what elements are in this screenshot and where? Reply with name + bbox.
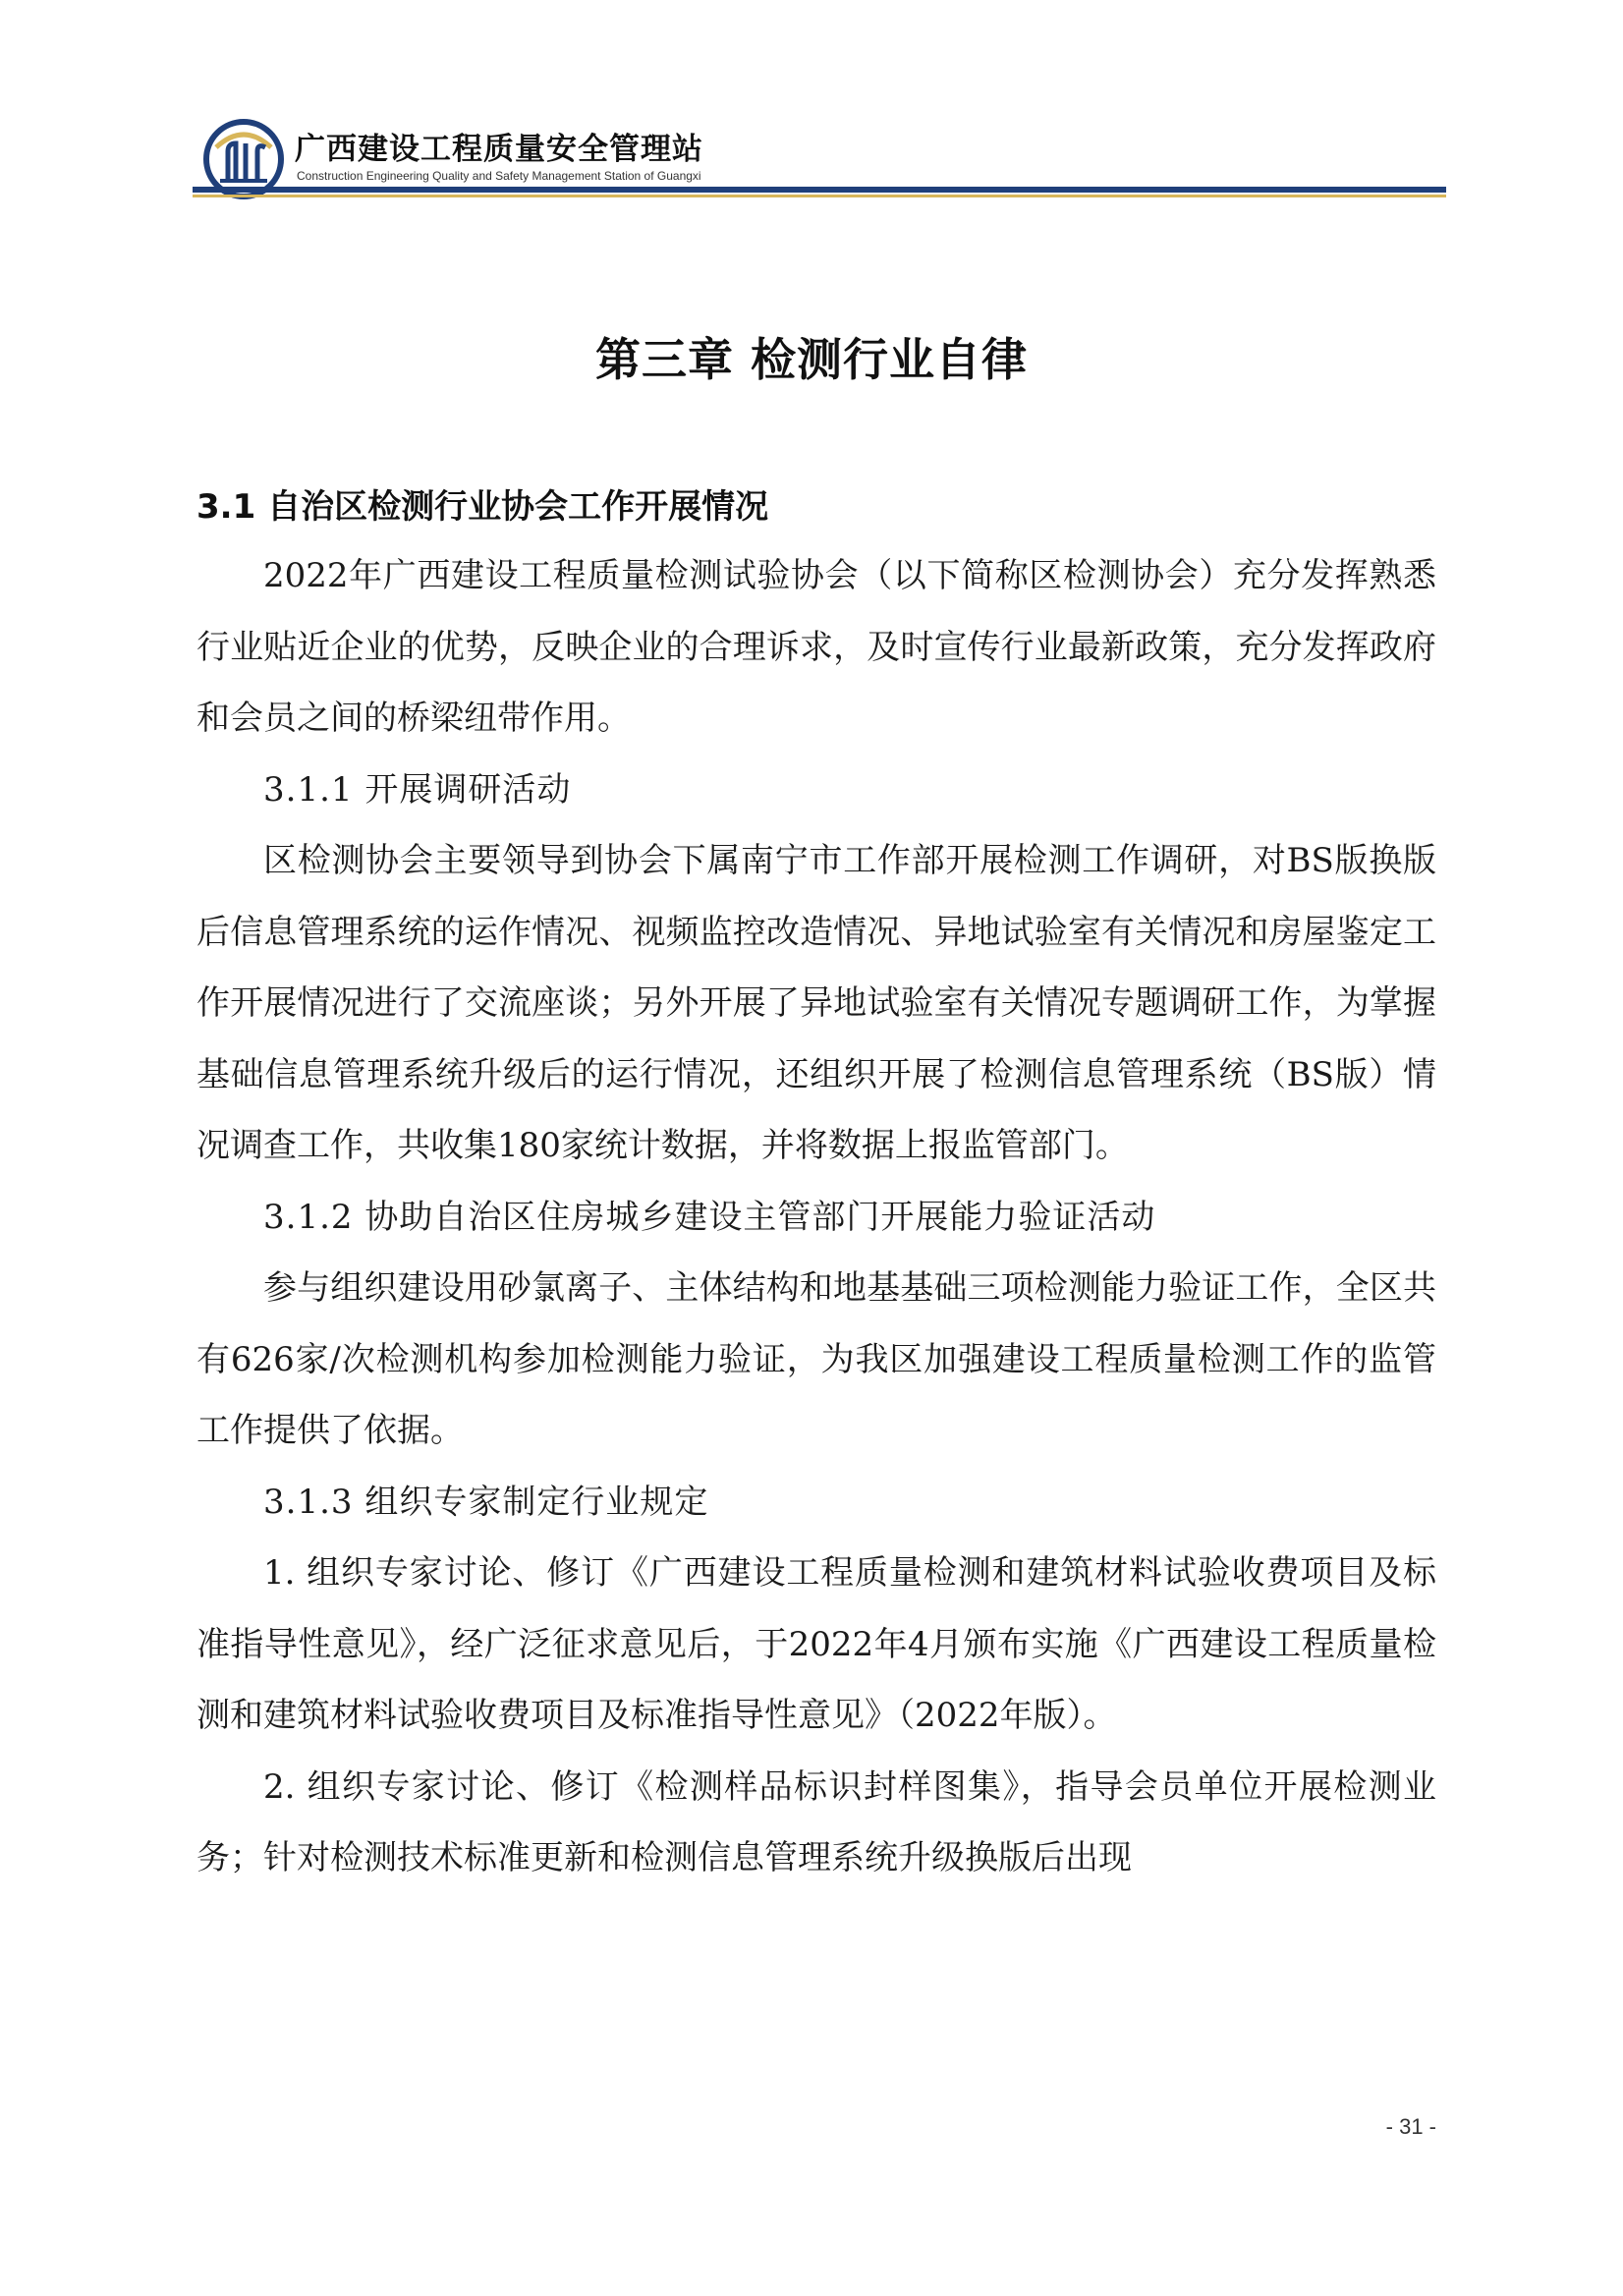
paragraph: 区检测协会主要领导到协会下属南宁市工作部开展检测工作调研，对BS版换版后信息管理系统的运作情况、视频监控改造情况、异地试验室有关情况和房屋鉴定工作开展情况进行了交流座谈；另外开展了异地试验室有关情况专题调研工作，为掌握基础信息管理系统升级后的运行情况，还组织开展了检测信息管理系统（BS版）情况调查工作，共收集180家统计数据，并将数据上报监管部门。 <box>196 841 1436 1165</box>
page-number: - 31 - <box>1385 2114 1436 2139</box>
page-header <box>193 110 1446 208</box>
section-body <box>196 540 1436 1894</box>
paragraph: 参与组织建设用砂氯离子、主体结构和地基基础三项检测能力验证工作，全区共有626家/次检测机构参加检测能力验证，为我区加强建设工程质量检测工作的监管工作提供了依据。 <box>196 1268 1436 1450</box>
paragraph: 2. 组织专家讨论、修订《检测样品标识封样图集》，指导会员单位开展检测业务；针对检测技术标准更新和检测信息管理系统升级换版后出现 <box>196 1766 1436 1877</box>
header-rule-blue <box>193 187 1446 193</box>
chapter-title: 第三章 检测行业自律 <box>594 333 1028 386</box>
section-title: 3.1 自治区检测行业协会工作开展情况 <box>196 487 769 527</box>
paragraph: 1. 组织专家讨论、修订《广西建设工程质量检测和建筑材料试验收费项目及标准指导性意见》，经广泛征求意见后，于2022年4月颁布实施《广西建设工程质量检测和建筑材料试验收费项目及标准指导性意见》（2022年版）。 <box>196 1553 1436 1735</box>
subsection-heading-3-1-1: 3.1.1 开展调研活动 <box>263 769 572 810</box>
org-name-cn: 广西建设工程质量安全管理站 <box>295 132 703 167</box>
section-intro-paragraph: 2022年广西建设工程质量检测试验协会（以下简称区检测协会）充分发挥熟悉行业贴近企业的优势，反映企业的合理诉求，及时宣传行业最新政策，充分发挥政府和会员之间的桥梁纽带作用。 <box>196 556 1436 738</box>
subsection-heading-3-1-3: 3.1.3 组织专家制定行业规定 <box>263 1482 709 1522</box>
org-name-en: Construction Engineering Quality and Safety Management Station of Guangxi <box>297 169 701 183</box>
subsection-heading-3-1-2: 3.1.2 协助自治区住房城乡建设主管部门开展能力验证活动 <box>263 1197 1156 1237</box>
header-rule-gold <box>193 195 1446 197</box>
